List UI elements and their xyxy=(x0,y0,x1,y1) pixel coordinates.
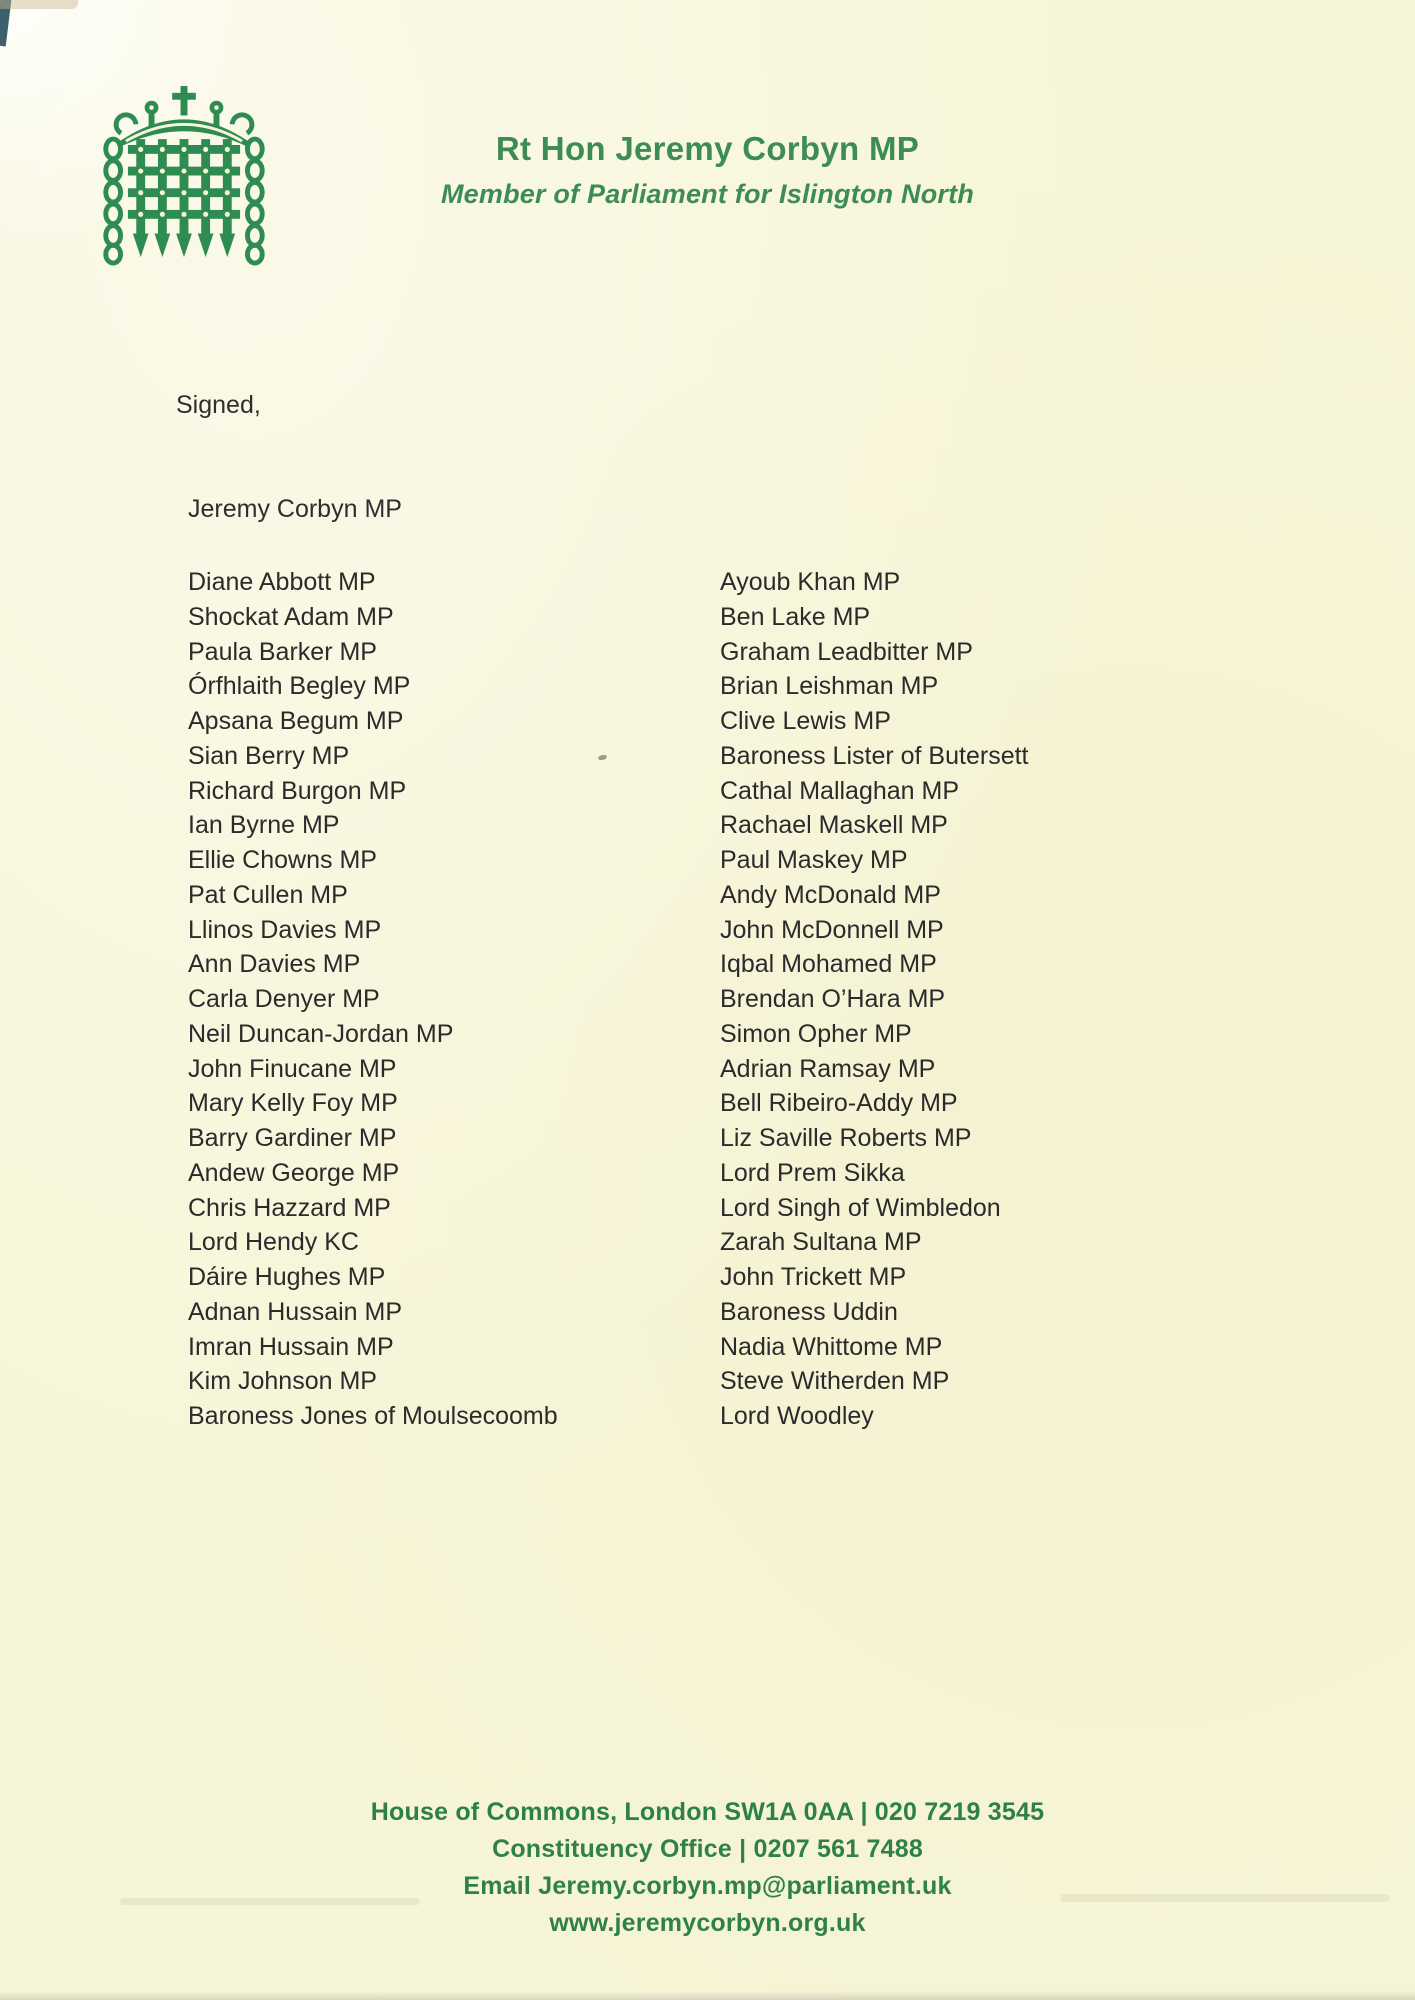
signatory-name: Baroness Jones of Moulsecoomb xyxy=(188,1402,558,1430)
signatory-name: Steve Witherden MP xyxy=(720,1367,950,1396)
primary-signatory: Jeremy Corbyn MP xyxy=(188,495,402,523)
signatory-name: Chris Hazzard MP xyxy=(188,1193,391,1222)
signatory-name: Llinos Davies MP xyxy=(188,915,382,944)
signatory-name: Shockat Adam MP xyxy=(188,602,394,631)
signatory-name: Mary Kelly Foy MP xyxy=(188,1089,398,1118)
signatory-name: Andy McDonald MP xyxy=(720,880,941,909)
signatory-name: Carla Denyer MP xyxy=(188,985,380,1013)
signatory-name: Ayoub Khan MP xyxy=(720,568,901,596)
signatory-name: Cathal Mallaghan MP xyxy=(720,776,960,805)
footer-address-line: House of Commons, London SW1A 0AA | 020 7219 3545 xyxy=(370,1798,1045,1826)
scan-smudge-top xyxy=(0,0,78,9)
letterhead-footer xyxy=(0,1794,1415,1942)
signatory-name: Richard Burgon MP xyxy=(188,776,407,805)
signatory-name: Lord Singh of Wimbledon xyxy=(720,1193,1001,1222)
scan-edge-bottom xyxy=(0,1991,1415,2000)
portcullis-crest-icon xyxy=(100,84,268,266)
signatory-name: Diane Abbott MP xyxy=(188,568,376,596)
signatory-name: Bell Ribeiro-Addy MP xyxy=(720,1089,958,1118)
signatory-name: Neil Duncan-Jordan MP xyxy=(188,1019,454,1048)
signatory-name: Sian Berry MP xyxy=(188,741,350,770)
signatory-name: Ellie Chowns MP xyxy=(188,846,377,874)
footer-website-line: www.jeremycorbyn.org.uk xyxy=(549,1909,866,1937)
signatory-name: Brian Leishman MP xyxy=(720,672,939,701)
signatory-name: Adnan Hussain MP xyxy=(188,1297,403,1326)
signatory-name: Adrian Ramsay MP xyxy=(720,1054,936,1083)
signatory-name: Pat Cullen MP xyxy=(188,880,348,909)
signatory-name: Rachael Maskell MP xyxy=(720,811,948,840)
signatory-name: Lord Hendy KC xyxy=(188,1228,359,1257)
signatories-column-left xyxy=(188,565,558,1434)
signatory-name: Órfhlaith Begley MP xyxy=(188,672,411,701)
signatory-name: Baroness Uddin xyxy=(720,1297,898,1326)
signatory-name: Brendan O’Hara MP xyxy=(720,985,946,1013)
signatory-name: Liz Saville Roberts MP xyxy=(720,1124,972,1152)
signatory-name: Apsana Begum MP xyxy=(188,707,404,735)
signatory-name: John McDonnell MP xyxy=(720,915,944,944)
page-title: Rt Hon Jeremy Corbyn MP xyxy=(495,130,920,167)
signatory-name: Lord Woodley xyxy=(720,1402,874,1430)
signatory-name: Ben Lake MP xyxy=(720,602,871,631)
signatory-name: Paul Maskey MP xyxy=(720,846,908,874)
signatory-name: Barry Gardiner MP xyxy=(188,1124,397,1152)
signatory-name: Lord Prem Sikka xyxy=(720,1158,905,1187)
signatory-name: Graham Leadbitter MP xyxy=(720,637,973,666)
signatory-name: Baroness Lister of Butersett xyxy=(720,741,1029,770)
signed-label: Signed, xyxy=(176,391,261,419)
scan-speck xyxy=(598,754,608,761)
footer-constituency-line: Constituency Office | 0207 561 7488 xyxy=(492,1835,923,1863)
signatory-name: Clive Lewis MP xyxy=(720,707,891,735)
signatory-name: Simon Opher MP xyxy=(720,1019,912,1048)
signatory-name: Paula Barker MP xyxy=(188,637,377,666)
signatory-name: Andew George MP xyxy=(188,1158,400,1187)
signatory-name: Kim Johnson MP xyxy=(188,1367,377,1396)
signatory-name: John Finucane MP xyxy=(188,1054,397,1083)
signatory-name: Iqbal Mohamed MP xyxy=(720,950,937,979)
signatory-name: Zarah Sultana MP xyxy=(720,1228,922,1257)
signatory-name: Ian Byrne MP xyxy=(188,811,340,840)
signatory-name: Imran Hussain MP xyxy=(188,1332,394,1361)
signatory-name: Ann Davies MP xyxy=(188,950,361,979)
footer-email-line: Email Jeremy.corbyn.mp@parliament.uk xyxy=(463,1872,952,1900)
signatory-name: John Trickett MP xyxy=(720,1263,907,1291)
signatory-name: Dáire Hughes MP xyxy=(188,1263,386,1291)
page-subtitle: Member of Parliament for Islington North xyxy=(440,179,975,209)
signatory-name: Nadia Whittome MP xyxy=(720,1332,943,1361)
signatories-column-right xyxy=(720,565,1028,1434)
